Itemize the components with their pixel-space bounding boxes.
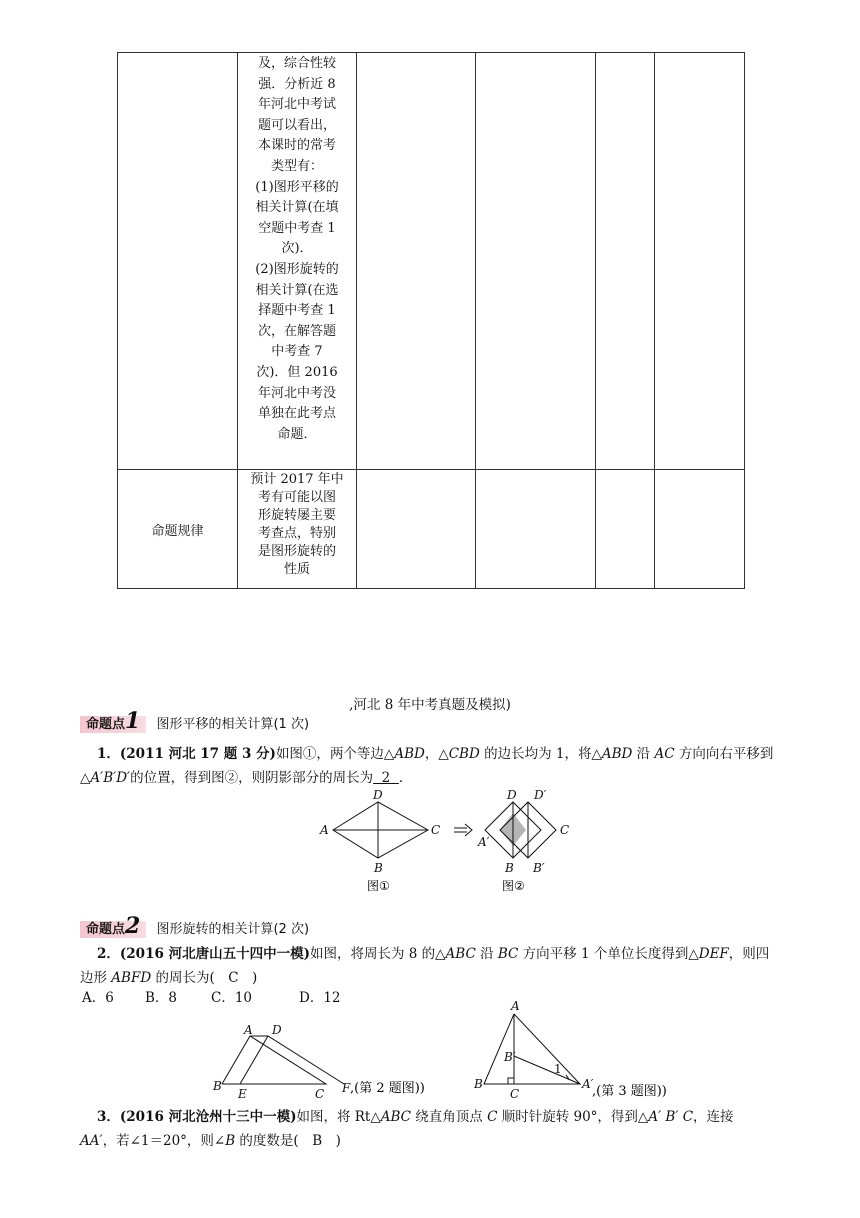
label-a: A bbox=[244, 1023, 253, 1037]
option-b: B．8 bbox=[145, 990, 178, 1006]
topic-badge bbox=[80, 708, 146, 734]
label-d: D bbox=[507, 788, 517, 802]
label-b: B bbox=[213, 1079, 222, 1093]
figure-caption: 图② bbox=[502, 879, 525, 893]
math-var: DEF bbox=[698, 946, 729, 962]
question-3-line2 bbox=[80, 1129, 820, 1153]
question-text: 的周长为( C ) bbox=[151, 970, 258, 986]
question-source: (2016 河北唐山五十四中一模) bbox=[119, 946, 310, 962]
question-text: 如图，将 Rt△ bbox=[296, 1109, 381, 1125]
table-cell bbox=[238, 470, 357, 589]
prediction-text: 预计 2017 年中 考有可能以图 形旋转屡主要 考查点，特别 是图形旋转的 性质 bbox=[250, 472, 344, 577]
label-e: E bbox=[238, 1087, 247, 1101]
exam-analysis-table bbox=[117, 52, 745, 589]
question-text: ，则四 bbox=[728, 946, 770, 962]
label-b: B bbox=[505, 861, 514, 875]
figure-caption: ,(第 2 题图)) bbox=[350, 1081, 425, 1096]
label-d: D bbox=[373, 788, 383, 802]
badge-number: 1 bbox=[125, 708, 141, 734]
option-c: C．10 bbox=[211, 990, 253, 1006]
table-cell bbox=[238, 53, 357, 470]
q3-figure bbox=[470, 998, 690, 1103]
table-cell bbox=[476, 470, 596, 589]
figure-caption: 图① bbox=[367, 879, 390, 893]
math-var: B bbox=[225, 1133, 236, 1149]
math-var: ABD bbox=[394, 746, 425, 762]
option-d: D．12 bbox=[299, 990, 341, 1006]
question-3 bbox=[97, 1105, 817, 1129]
label-c: C bbox=[510, 1087, 520, 1101]
question-text: 边形 bbox=[80, 970, 112, 986]
question-number: 1． bbox=[97, 746, 120, 762]
table-cell bbox=[476, 53, 596, 470]
question-text: 如图，将周长为 8 的△ bbox=[309, 946, 446, 962]
math-var: CBD bbox=[448, 746, 480, 762]
label-a-prime: A′ bbox=[582, 1077, 594, 1091]
label-a-prime: A′ bbox=[478, 835, 490, 849]
question-text: ，连接 bbox=[693, 1109, 734, 1125]
question-text: 顺时针旋转 90°，得到△ bbox=[497, 1109, 649, 1125]
question-text: 方向向右平移到 bbox=[674, 746, 774, 762]
question-text: ． bbox=[398, 770, 413, 786]
math-var: ABFD bbox=[111, 970, 152, 986]
question-text: ，若∠1＝20°，则∠ bbox=[102, 1133, 226, 1149]
label-f: F bbox=[342, 1081, 351, 1095]
section-title-text: ,河北 8 年中考真题及模拟) bbox=[349, 697, 511, 713]
table-row bbox=[118, 470, 745, 589]
label-a: A bbox=[320, 823, 329, 837]
label-b-prime: B′ bbox=[504, 1050, 516, 1064]
question-2-options bbox=[82, 986, 482, 1010]
question-text: 绕直角顶点 bbox=[410, 1109, 488, 1125]
question-source: (2011 河北 17 题 3 分) bbox=[119, 746, 276, 762]
table-cell bbox=[596, 53, 655, 470]
answer-blank: 2 bbox=[373, 770, 399, 786]
question-text: 的位置，得到图②，则阴影部分的周长为 bbox=[130, 770, 374, 786]
question-2 bbox=[97, 942, 817, 966]
table-cell bbox=[655, 470, 745, 589]
figure-caption: ,(第 3 题图)) bbox=[592, 1084, 667, 1099]
label-c: C bbox=[560, 823, 570, 837]
question-number: 2． bbox=[97, 946, 120, 962]
topic-badge bbox=[80, 913, 146, 939]
topic-title: 图形旋转的相关计算(2 次) bbox=[156, 922, 310, 937]
label-c: C bbox=[315, 1087, 325, 1101]
label-d-prime: D′ bbox=[534, 788, 547, 802]
math-var: C bbox=[487, 1109, 498, 1125]
label-b-prime: B′ bbox=[533, 861, 545, 875]
math-var: A′B′D′ bbox=[90, 770, 131, 786]
table-cell bbox=[357, 53, 476, 470]
question-text: 沿 bbox=[475, 946, 498, 962]
angle-label: 1 bbox=[554, 1062, 562, 1076]
math-var: AC bbox=[654, 746, 675, 762]
question-text: 的度数是( B ) bbox=[235, 1133, 341, 1149]
math-var: A′ B′ C bbox=[648, 1109, 694, 1125]
math-var: BC bbox=[497, 946, 519, 962]
option-a: A．6 bbox=[82, 990, 114, 1006]
question-text: ，△ bbox=[424, 746, 449, 762]
label-b: B bbox=[474, 1077, 483, 1091]
table-cell bbox=[357, 470, 476, 589]
question-1 bbox=[97, 742, 817, 766]
math-var: ABD bbox=[601, 746, 633, 762]
label-b: B bbox=[374, 861, 383, 875]
badge-label: 命题点 bbox=[86, 922, 126, 937]
question-text: 沿 bbox=[632, 746, 655, 762]
q1-figures bbox=[315, 788, 585, 898]
question-text: 的边长均为 1，将△ bbox=[479, 746, 602, 762]
question-number: 3． bbox=[97, 1109, 120, 1125]
arrow-icon bbox=[454, 824, 472, 836]
math-var: AA′ bbox=[80, 1133, 103, 1149]
table-cell bbox=[596, 470, 655, 589]
rule-label: 命题规律 bbox=[118, 470, 238, 589]
badge-label: 命题点 bbox=[86, 717, 126, 732]
question-1-line2 bbox=[80, 766, 820, 790]
topic-header-2 bbox=[80, 913, 310, 939]
question-source: (2016 河北沧州十三中一模) bbox=[119, 1109, 297, 1125]
label-c: C bbox=[431, 823, 441, 837]
question-text: △ bbox=[80, 770, 91, 786]
badge-number: 2 bbox=[125, 913, 141, 939]
topic-title: 图形平移的相关计算(1 次) bbox=[156, 717, 310, 732]
table-cell bbox=[118, 53, 238, 470]
analysis-text: 及，综合性较 强．分析近 8 年河北中考试 题可以看出， 本课时的常考 类型有： (1)图形平移的 相关计算(在填 空题中考查 1 次)． (2)图形旋转的 相关计算(在选 择题中考查 1 次，在解答题 中考查 7 次)．但 2016 年河北中考没 单独在此考点 命题． bbox=[255, 56, 339, 442]
math-var: ABC bbox=[445, 946, 476, 962]
math-var: ABC bbox=[380, 1109, 411, 1125]
label-a: A bbox=[511, 999, 520, 1013]
question-text: 方向平移 1 个单位长度得到△ bbox=[518, 946, 699, 962]
topic-header-1 bbox=[80, 708, 310, 734]
question-text: 如图①，两个等边△ bbox=[275, 746, 395, 762]
table-row bbox=[118, 53, 745, 470]
label-d: D bbox=[272, 1023, 282, 1037]
table-cell bbox=[655, 53, 745, 470]
q2-figure bbox=[208, 1022, 440, 1102]
